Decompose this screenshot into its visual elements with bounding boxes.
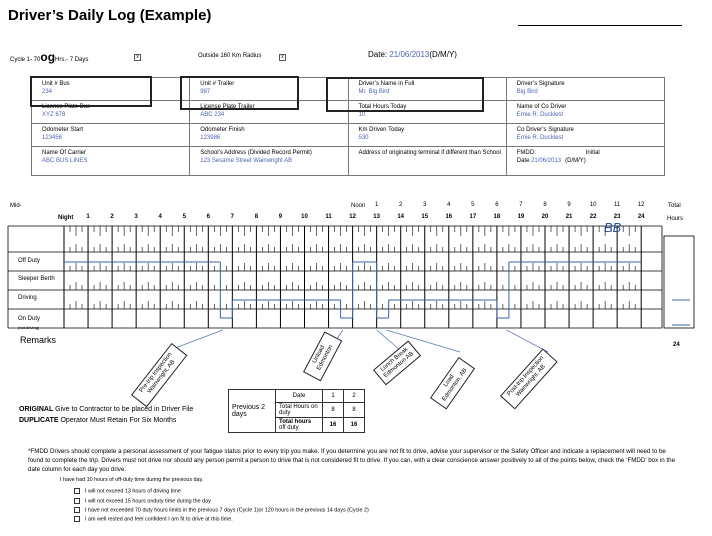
page-title: Driver’s Daily Log (Example) xyxy=(8,7,212,24)
checklist-item-3[interactable]: I will not exceed 15 hours onduty time during the day xyxy=(74,498,211,504)
date-value[interactable]: 21/06/2013 xyxy=(389,50,430,59)
noon-hour-label: 9 xyxy=(567,202,571,208)
noon-label: Noon xyxy=(351,203,366,209)
row-label-on-duty: On Duty xyxy=(18,316,41,322)
night-label: Night xyxy=(58,215,74,221)
hour-label: 10 xyxy=(301,214,308,220)
hour-label: 5 xyxy=(182,214,186,220)
school-address-cell[interactable]: School’s Address (Divided Record Permit) 123 Sesame Street Wainwright AB xyxy=(190,147,348,176)
license-bus-cell[interactable]: License Plate Bus XYZ 678 xyxy=(32,101,190,124)
cycle-suffix: Hrs.- 7 Days xyxy=(55,57,89,63)
carrier-cell[interactable]: Name Of Carrier ABC BUS LINES xyxy=(32,147,190,176)
noon-hour-label: 8 xyxy=(543,202,547,208)
hour-label: 23 xyxy=(613,214,621,220)
hour-label: 18 xyxy=(493,214,501,220)
hour-label: 3 xyxy=(134,214,138,220)
total-hours-cell[interactable]: Total Hours Today 10 xyxy=(348,101,506,124)
checkbox[interactable] xyxy=(74,507,80,513)
hour-label: 19 xyxy=(517,214,525,220)
summary-on-duty-label: Total Hours on duty xyxy=(276,403,323,418)
noon-hour-label: 2 xyxy=(399,202,403,208)
hour-label: 17 xyxy=(469,214,477,220)
hour-label: 22 xyxy=(589,214,597,220)
total-hours-value: 24 xyxy=(673,342,680,348)
cycle-handwritten: og xyxy=(40,50,56,64)
hour-label: 11 xyxy=(325,214,332,220)
remarks-label: Remarks xyxy=(20,335,57,345)
remark-pretrip: Pre-trip Inspection Wainwright, AB xyxy=(131,343,187,407)
codriver-signature-cell[interactable]: Co Driver’s Signature Ernie R. Ducklest xyxy=(506,124,664,147)
remark-unload: Unload Edmonton xyxy=(303,331,342,381)
remark-lunch: Lunch Break Edmonton AB xyxy=(373,340,421,385)
date-format: (D/M/Y) xyxy=(429,50,457,59)
summary-on-duty-2[interactable]: 8 xyxy=(344,403,365,418)
checkbox[interactable] xyxy=(74,516,80,522)
noon-hour-label: 12 xyxy=(637,202,645,208)
hour-label: 15 xyxy=(421,214,429,220)
hour-label: 13 xyxy=(373,214,380,220)
outside-radius-checkbox[interactable]: x xyxy=(279,54,286,61)
fmdd-paragraph: *FMDD Drivers should complete a personal assessment of your fatigue status prior to every trip you make. If you determine you are not fit to drive, advise your supervisor or the Safety Officer and indicate a replacement will need to be found to complete the trip. Drivers must not drive nor should any person permit a person to drive that is not considered fit to drive. If you can, with a clear conscience answer positively to all of the points below, check the ‘FMDD’ box in the date column for each day you drive. xyxy=(28,448,676,473)
hour-label: 4 xyxy=(158,214,162,220)
summary-total-2[interactable]: 16 xyxy=(344,418,365,433)
duplicate-note: DUPLICATE Operator Must Retain For Six Months xyxy=(19,417,177,424)
noon-hour-label: 7 xyxy=(519,202,523,208)
hour-label: 21 xyxy=(565,214,573,220)
cycle-checkbox[interactable]: x xyxy=(134,54,141,61)
driver-name-cell[interactable]: Driver’s Name in Full Mr. Big Bird xyxy=(348,78,506,101)
km-driven-cell[interactable]: Km Driven Today 530 xyxy=(348,124,506,147)
checkbox[interactable] xyxy=(74,488,80,494)
noon-hour-label: 6 xyxy=(495,202,499,208)
hour-label: 8 xyxy=(254,214,259,220)
cycle-prefix: Cycle 1- 70 xyxy=(10,57,41,63)
row-label-not-driving: (not driving) xyxy=(18,325,40,330)
noon-hour-label: 11 xyxy=(614,202,621,208)
hour-label: 2 xyxy=(110,214,114,220)
hour-label: 20 xyxy=(541,214,549,220)
hour-label: 7 xyxy=(230,214,235,220)
driver-signature-cell[interactable]: Driver’s Signature Big Bird xyxy=(506,78,664,101)
remark-posttrip: Post-trip Inspection Wainwright, AB xyxy=(500,348,558,409)
row-label-off-duty: Off Duty xyxy=(18,258,40,264)
row-label-sleeper: Sleeper Berth xyxy=(18,276,55,282)
checklist-item-4[interactable]: I have not exceeded 70 duty hours limits in the previous 7 days (Cycle 1)or 120 hours in the previous 14 days (Cycle 2) xyxy=(74,507,369,513)
handwritten-initials: BB xyxy=(604,220,622,235)
checklist-item-2[interactable]: I will not exceed 13 hours of driving time xyxy=(74,488,181,494)
summary-date-label: Date xyxy=(276,390,323,403)
outside-radius-label: Outside 160 Km Radius xyxy=(198,53,262,59)
date-label: Date: xyxy=(368,50,390,59)
license-trailer-cell[interactable]: License Plate Trailer ABC 234 xyxy=(190,101,348,124)
unit-bus-cell[interactable]: Unit # Bus 234 xyxy=(32,78,190,101)
checklist-item-1[interactable]: I have had 10 hours of off-duty time during the previous day. xyxy=(60,477,204,483)
hour-label: 6 xyxy=(206,214,210,220)
prev-days-label: Previous 2 days xyxy=(229,390,276,433)
summary-total-label: Total hours off duty xyxy=(276,418,323,433)
checklist-item-5[interactable]: I am well rested and feel confident I am fit to drive at this time. xyxy=(74,516,233,522)
original-note: ORIGINAL Give to Contractor to be placed in Driver File xyxy=(19,406,194,413)
hour-label: 1 xyxy=(86,214,90,220)
noon-hour-label: 3 xyxy=(423,202,427,208)
odometer-start-cell[interactable]: Odometer Start 123456 xyxy=(32,124,190,147)
checkbox[interactable] xyxy=(74,498,80,504)
total-label: Total xyxy=(668,203,681,209)
noon-hour-label: 5 xyxy=(471,202,475,208)
odometer-finish-cell[interactable]: Odometer Finish 123986 xyxy=(190,124,348,147)
summary-total-1[interactable]: 16 xyxy=(323,418,344,433)
noon-hour-label: 10 xyxy=(589,202,597,208)
row-label-driving: Driving xyxy=(18,295,37,301)
terminal-address-cell[interactable]: Address of originating terminal if different than School xyxy=(348,147,506,176)
noon-hour-label: 1 xyxy=(374,202,379,208)
hours-label: Hours xyxy=(667,216,684,222)
summary-on-duty-1[interactable]: 8 xyxy=(323,403,344,418)
hour-label: 12 xyxy=(349,214,356,220)
remark-load: Load Edmonton, AB xyxy=(430,357,475,409)
hour-label: 16 xyxy=(445,214,453,220)
hour-label: 9 xyxy=(278,214,283,220)
previous-days-table xyxy=(228,389,365,433)
hour-label: 14 xyxy=(397,214,405,220)
codriver-name-cell[interactable]: Name of Co Driver Ernie R. Ducklest xyxy=(506,101,664,124)
summary-day-2[interactable]: 2 xyxy=(344,390,365,403)
unit-trailer-cell[interactable]: Unit # Trailer 987 xyxy=(190,78,348,101)
summary-day-1[interactable]: 1 xyxy=(323,390,344,403)
noon-hour-label: 4 xyxy=(447,202,451,208)
fmdd-cell[interactable]: FMDD: Initial Date 21/06/2013 (D/M/Y) xyxy=(506,147,664,176)
mid-label: Mid- xyxy=(10,203,22,209)
hour-label: 24 xyxy=(637,214,645,220)
